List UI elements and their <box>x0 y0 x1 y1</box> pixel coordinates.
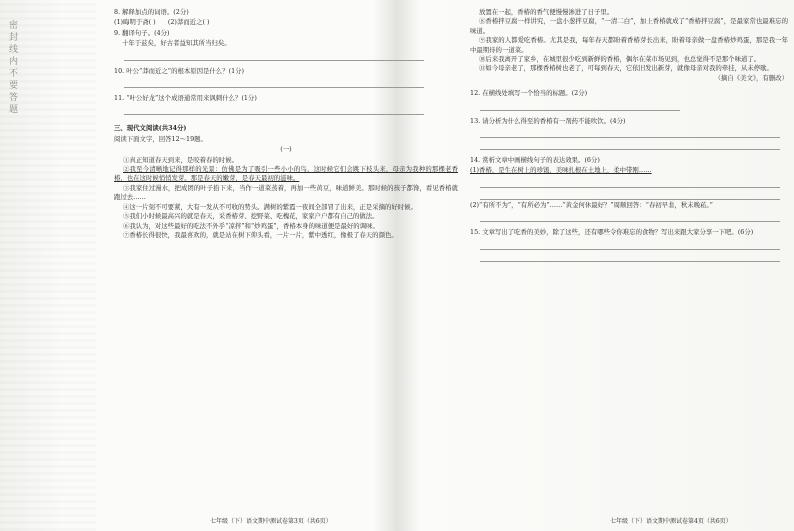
passage-paragraph-5: ⑤我们小时候最高兴的就是春天，采香椿芽、挖野菜、吃槐花，家家户户都有自己的做法。 <box>122 212 379 221</box>
reading-instruction: 阅读下面文字，回答12～19题。 <box>114 134 207 143</box>
answer-line-13b[interactable] <box>480 139 780 150</box>
answer-line-11[interactable] <box>124 104 424 115</box>
passage-paragraph-11: ⑩后来我离开了家乡，在城里很少吃到新鲜的香椿，偶尔在菜市场见到，也总觉得不是那个味道了。 <box>478 55 761 64</box>
passage-paragraph-1: ①真正知道春天到来，是咬着春的时候。 <box>122 155 238 164</box>
binding-note: 密封线内不要答题 <box>7 20 17 116</box>
binding-margin <box>0 0 96 531</box>
passage-paragraph-7: ⑦香椿长得很快，我最喜欢的，就是站在树下仰头看，一片一片，紫中透红，像极了春天的颜色。 <box>122 230 398 239</box>
question-14: 14. 赏析文章中画横线句子的表达效果。(6分) <box>470 156 600 165</box>
passage-part-label: (一) <box>280 145 292 154</box>
answer-line-13a[interactable] <box>480 127 780 138</box>
question-15: 15. 文章写出了吃香的美妙，除了这些，还有哪些令你难忘的食物？写出来跟大家分享一下吧。(6分) <box>470 228 754 237</box>
question-14-2: (2)“有所不为”，“有所必为”……“黄金何休最好？”周顺回答：“春初早韭，秋末晚菘。” <box>470 200 713 209</box>
passage-paragraph-4: ④这一片刻不可要紧，大有一发从不可收的势头。满树的紫霞一夜间全部冒了出来，正是采摘的好时候。 <box>122 202 417 211</box>
answer-line-10[interactable] <box>124 77 424 88</box>
passage-paragraph-9: ⑧香椿拌豆腐一样讲究，一盘小葱拌豆腐，“一清二白”，加上香椿就成了“香椿拌豆腐”，是最家常也最难忘的味道。 <box>470 17 788 35</box>
passage-paragraph-6: ⑥我认为，对这些最好的吃法不外乎“凉拌”和“炒鸡蛋”，香椿本身的味道便是最好的调味。 <box>122 221 379 230</box>
question-11: 11. “叶公好龙”这个成语通常用来讽刺什么？(1分) <box>114 94 257 103</box>
question-8-a: (1)晦明于斋( ) <box>114 18 156 27</box>
answer-line-15b[interactable] <box>480 251 780 262</box>
question-14-1: (1)香椿，是生在树上的珍馐，美味扎根在土地上，柔中带刚…… <box>470 166 652 175</box>
passage-paragraph-10: ⑨我家的人都爱吃香椿。尤其是我，每年春天都盼着香椿芽长出来，盼着母亲做一盘香椿炒鸡蛋，那是我一年中最期待的一道菜。 <box>470 36 788 54</box>
passage-paragraph-2: ②我至今清晰地记得那样的光景：仿佛是为了吸引一些小小的鸟，这时候它们会跳下枝头来，母亲为我种的那棵老香椿，也在这时候悄悄发芽。那是春天的嫩芽，是春天最初的滋味。 <box>114 165 458 183</box>
question-8: 8. 解释加点的词语。(2分) <box>114 8 189 16</box>
answer-line-14b[interactable] <box>480 189 780 200</box>
question-9-sentence: 十年于兹矣，好古者益知其所当归矣。 <box>122 39 231 48</box>
question-9: 9. 翻译句子。(4分) <box>114 28 170 37</box>
question-13: 13. 请分析为什么得至的香椿有一剂药不能吹饮。(4分) <box>470 116 626 125</box>
answer-line-14a[interactable] <box>480 177 780 188</box>
question-12: 12. 在横线处填写一个恰当的标题。(2分) <box>470 89 588 98</box>
left-page-footer: 七年级（下）语文期中测试卷第3页（共6页） <box>210 518 332 525</box>
right-page-footer: 七年级（下）语文期中测试卷第4页（共6页） <box>610 518 732 525</box>
answer-line-14c[interactable] <box>480 211 780 222</box>
passage-paragraph-3: ③我家住过漫水，把成团的叶子掐下来，当作一道菜蒸着，再加一些黄豆，味道鲜美。那时候的孩子都馋，看见香椿就跑过去…… <box>114 183 458 202</box>
left-page <box>114 8 458 240</box>
question-8-items <box>114 18 458 27</box>
right-page <box>470 8 788 263</box>
answer-line-12[interactable] <box>480 100 680 111</box>
question-10: 10. 叶公“莽而近之”的根本原因是什么？(1分) <box>114 66 245 75</box>
answer-line-9[interactable] <box>124 50 424 61</box>
passage-source: （摘自《美文》，有删改） <box>714 73 788 82</box>
question-8-b: (2)莽而近之( ) <box>167 18 210 27</box>
passage-paragraph-8: 放置在一起，香椿的香气便慢慢渗进了日子里。 <box>478 8 614 16</box>
section-3-heading: 三、现代文阅读(共34分) <box>114 124 187 133</box>
passage-paragraph-12: ⑪如今母亲老了，那棵香椿树也老了，可每到春天，它依旧发出新芽，就像母亲对我的牵挂，从未停歇。 <box>478 64 773 73</box>
answer-line-15a[interactable] <box>480 239 780 250</box>
